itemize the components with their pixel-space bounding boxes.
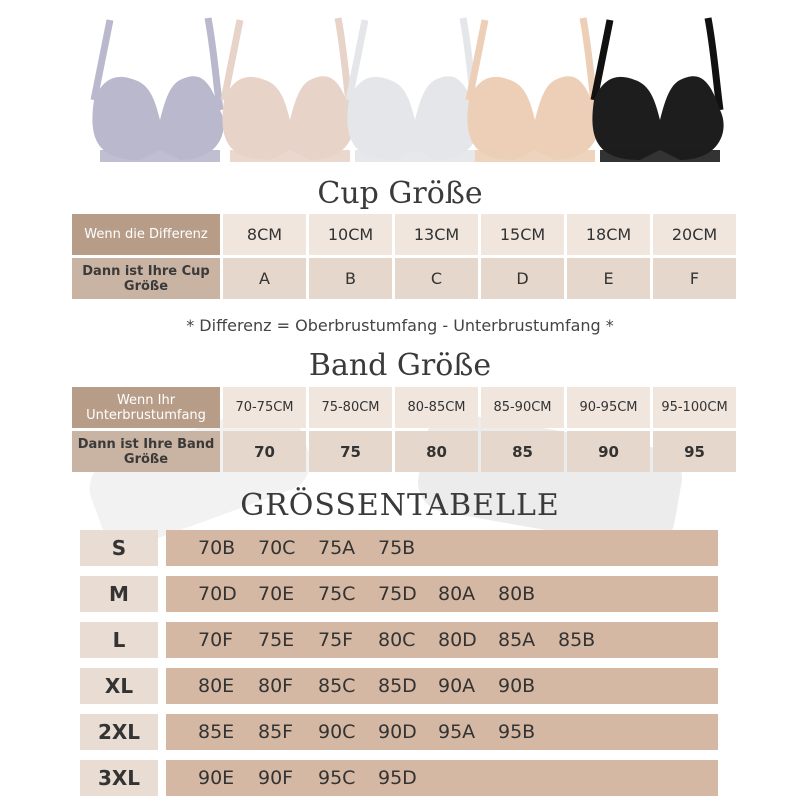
band-size-cell: 75-80CM	[309, 387, 392, 428]
band-size-row-header: Wenn Ihr Unterbrustumfang	[72, 387, 220, 428]
size-value: 80C	[378, 629, 416, 651]
bra-product-image	[580, 10, 730, 170]
size-label: 2XL	[80, 714, 158, 750]
size-value: 95C	[318, 767, 356, 789]
cup-size-cell: D	[481, 258, 564, 299]
cup-size-row-header: Wenn die Differenz	[72, 214, 220, 255]
size-value: 85A	[498, 629, 536, 651]
cup-size-cell: F	[653, 258, 736, 299]
product-image-strip	[80, 10, 730, 170]
size-value: 75D	[378, 583, 417, 605]
size-value: 75A	[318, 537, 356, 559]
cup-size-cell: 18CM	[567, 214, 650, 255]
band-size-cell: 70	[223, 431, 306, 472]
size-value: 80E	[198, 675, 235, 697]
size-value: 80D	[438, 629, 477, 651]
size-value: 70F	[198, 629, 234, 651]
band-size-cell: 95-100CM	[653, 387, 736, 428]
cup-size-cell: C	[395, 258, 478, 299]
size-values-row	[166, 576, 718, 612]
size-value: 70E	[258, 583, 295, 605]
cup-size-cell: 10CM	[309, 214, 392, 255]
difference-note: * Differenz = Oberbrustumfang - Unterbrustumfang *	[186, 316, 614, 335]
size-values-row	[166, 714, 718, 750]
size-chart-title: GRÖSSENTABELLE	[240, 488, 560, 523]
size-value: 95A	[438, 721, 476, 743]
size-value: 80F	[258, 675, 294, 697]
size-value: 75C	[318, 583, 356, 605]
size-label: M	[80, 576, 158, 612]
size-value: 85D	[378, 675, 417, 697]
size-values-row	[166, 530, 718, 566]
cup-size-title: Cup Größe	[317, 176, 483, 211]
size-value: 90F	[258, 767, 294, 789]
size-value: 90B	[498, 675, 536, 697]
size-value: 70C	[258, 537, 296, 559]
band-size-cell: 85	[481, 431, 564, 472]
size-value: 95D	[378, 767, 417, 789]
size-value: 80A	[438, 583, 476, 605]
band-size-cell: 95	[653, 431, 736, 472]
size-value: 75F	[318, 629, 354, 651]
cup-size-cell: 8CM	[223, 214, 306, 255]
size-value: 90D	[378, 721, 417, 743]
size-value: 70B	[198, 537, 236, 559]
bra-product-image	[80, 10, 230, 170]
size-label: 3XL	[80, 760, 158, 796]
size-value: 75B	[378, 537, 416, 559]
size-label: L	[80, 622, 158, 658]
size-value: 70D	[198, 583, 237, 605]
cup-size-cell: 20CM	[653, 214, 736, 255]
cup-size-cell: E	[567, 258, 650, 299]
size-value: 85B	[558, 629, 596, 651]
cup-size-row-header: Dann ist Ihre Cup Größe	[72, 258, 220, 299]
size-value: 90E	[198, 767, 235, 789]
size-value: 85C	[318, 675, 356, 697]
band-size-cell: 85-90CM	[481, 387, 564, 428]
band-size-title: Band Größe	[308, 348, 492, 383]
size-value: 80B	[498, 583, 536, 605]
cup-size-cell: 13CM	[395, 214, 478, 255]
cup-size-cell: A	[223, 258, 306, 299]
size-value: 95B	[498, 721, 536, 743]
size-values-row	[166, 668, 718, 704]
band-size-cell: 80-85CM	[395, 387, 478, 428]
size-value: 85F	[258, 721, 294, 743]
band-size-cell: 80	[395, 431, 478, 472]
size-label: XL	[80, 668, 158, 704]
size-value: 90A	[438, 675, 476, 697]
size-values-row	[166, 622, 718, 658]
size-value: 75E	[258, 629, 295, 651]
size-label: S	[80, 530, 158, 566]
cup-size-cell: 15CM	[481, 214, 564, 255]
size-value: 90C	[318, 721, 356, 743]
band-size-row-header: Dann ist Ihre Band Größe	[72, 431, 220, 472]
band-size-cell: 70-75CM	[223, 387, 306, 428]
cup-size-cell: B	[309, 258, 392, 299]
band-size-cell: 75	[309, 431, 392, 472]
size-value: 85E	[198, 721, 235, 743]
band-size-cell: 90-95CM	[567, 387, 650, 428]
size-values-row	[166, 760, 718, 796]
band-size-cell: 90	[567, 431, 650, 472]
